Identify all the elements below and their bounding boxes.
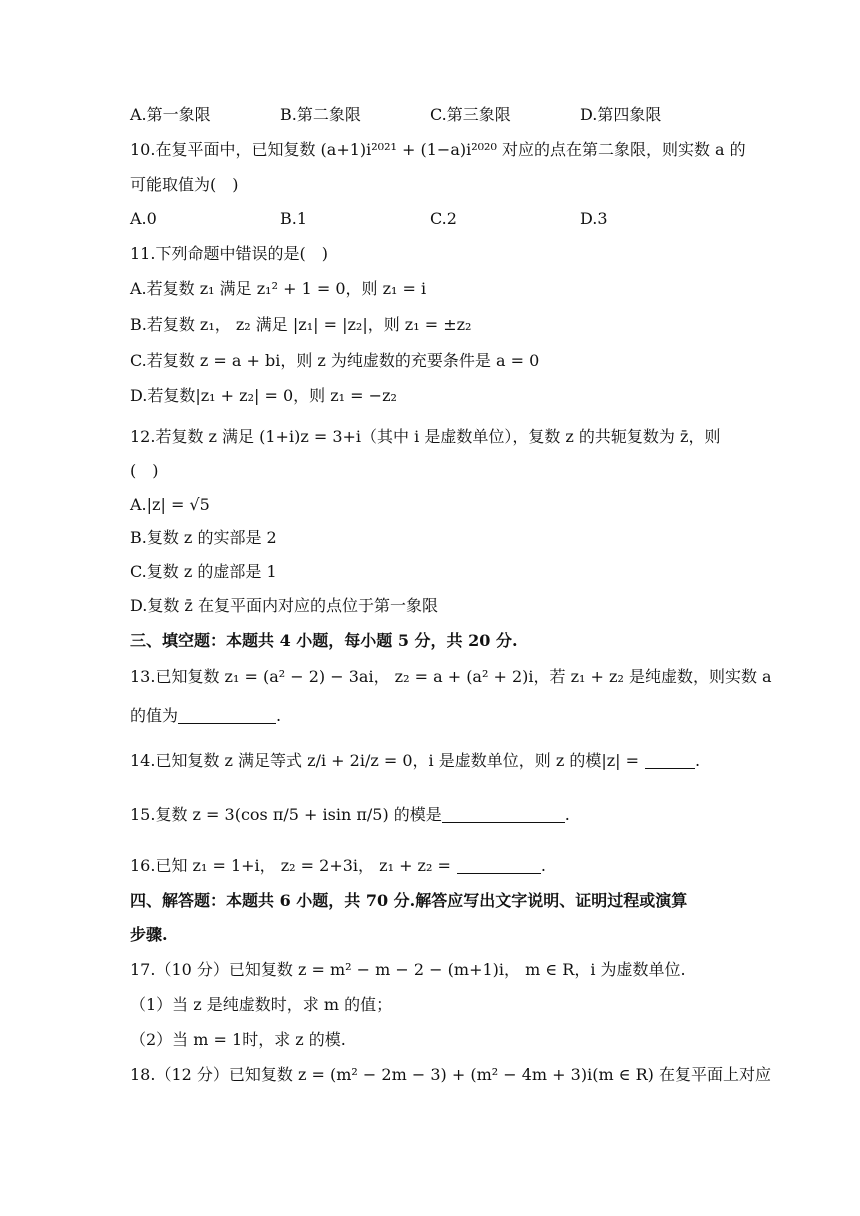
q16-text: 16.已知 z₁ = 1+i， z₂ = 2+3i， z₁ + z₂ = bbox=[130, 856, 451, 875]
answer-blank[interactable] bbox=[442, 804, 565, 823]
q14-text: 14.已知复数 z 满足等式 z/i + 2i/z = 0，i 是虚数单位，则 z 的模|z| = bbox=[130, 751, 640, 770]
q13-suffix: . bbox=[276, 706, 282, 725]
q12-stem-line1: 12.若复数 z 满足 (1+i)z = 3+i（其中 i 是虚数单位），复数 z 的共轭复数为 z̄，则 bbox=[130, 427, 721, 446]
q11-stem: 11.下列命题中错误的是( ) bbox=[130, 244, 328, 263]
q10-stem-line2: 可能取值为( ) bbox=[130, 175, 239, 194]
option-a: A.第一象限 bbox=[130, 105, 211, 124]
q18-stem: 18.（12 分）已知复数 z = (m² − 2m − 3) + (m² − 4m + 3)i(m ∈ R) 在复平面上对应 bbox=[130, 1065, 772, 1084]
q12-stem-line2: ( ) bbox=[130, 461, 159, 480]
q11-option-c: C.若复数 z = a + bi，则 z 为纯虚数的充要条件是 a = 0 bbox=[130, 351, 540, 370]
q13-prefix: 的值为 bbox=[130, 706, 179, 725]
q15-stem bbox=[130, 801, 730, 829]
q16-suffix: . bbox=[540, 856, 546, 875]
section-3-heading: 三、填空题：本题共 4 小题，每小题 5 分，共 20 分. bbox=[130, 631, 518, 650]
q15-suffix: . bbox=[564, 805, 570, 824]
q12-option-a: A.|z| = √5 bbox=[130, 495, 210, 514]
answer-blank[interactable] bbox=[178, 705, 276, 724]
q13-stem-line1: 13.已知复数 z₁ = (a² − 2) − 3ai， z₂ = a + (a² + 2)i，若 z₁ + z₂ 是纯虚数，则实数 a bbox=[130, 667, 772, 686]
q17-stem: 17.（10 分）已知复数 z = m² − m − 2 − (m+1)i， m ∈ R，i 为虚数单位. bbox=[130, 960, 686, 979]
option-d: D.3 bbox=[580, 209, 608, 228]
option-c: C.2 bbox=[430, 209, 457, 228]
option-a: A.0 bbox=[130, 209, 157, 228]
section-4-heading-line2: 步骤. bbox=[130, 925, 168, 944]
q12-option-c: C.复数 z 的虚部是 1 bbox=[130, 562, 277, 581]
q10-options bbox=[130, 205, 730, 233]
q14-suffix: . bbox=[695, 751, 701, 770]
q13-stem-line2 bbox=[130, 702, 730, 730]
q11-option-a: A.若复数 z₁ 满足 z₁² + 1 = 0，则 z₁ = i bbox=[130, 279, 427, 298]
answer-blank[interactable] bbox=[457, 855, 541, 874]
q11-option-d: D.若复数|z₁ + z₂| = 0，则 z₁ = −z₂ bbox=[130, 386, 397, 405]
q16-stem bbox=[130, 852, 730, 880]
answer-blank[interactable] bbox=[645, 750, 695, 769]
q17-part-1: （1）当 z 是纯虚数时，求 m 的值； bbox=[130, 995, 393, 1014]
option-b: B.1 bbox=[280, 209, 308, 228]
q11-option-b: B.若复数 z₁， z₂ 满足 |z₁| = |z₂|，则 z₁ = ±z₂ bbox=[130, 315, 472, 334]
option-b: B.第二象限 bbox=[280, 105, 361, 124]
q12-option-d: D.复数 z̄ 在复平面内对应的点位于第一象限 bbox=[130, 596, 438, 615]
option-c: C.第三象限 bbox=[430, 105, 511, 124]
q9-options bbox=[130, 101, 730, 129]
q12-option-b: B.复数 z 的实部是 2 bbox=[130, 528, 277, 547]
section-4-heading-line1: 四、解答题：本题共 6 小题，共 70 分.解答应写出文字说明、证明过程或演算 bbox=[130, 891, 688, 910]
option-d: D.第四象限 bbox=[580, 105, 662, 124]
q17-part-2: （2）当 m = 1时，求 z 的模. bbox=[130, 1030, 346, 1049]
q10-stem-line1: 10.在复平面中，已知复数 (a+1)i²⁰²¹ + (1−a)i²⁰²⁰ 对应的点在第二象限，则实数 a 的 bbox=[130, 140, 746, 159]
q15-text: 15.复数 z = 3(cos π/5 + isin π/5) 的模是 bbox=[130, 805, 442, 824]
q14-stem bbox=[130, 747, 730, 775]
